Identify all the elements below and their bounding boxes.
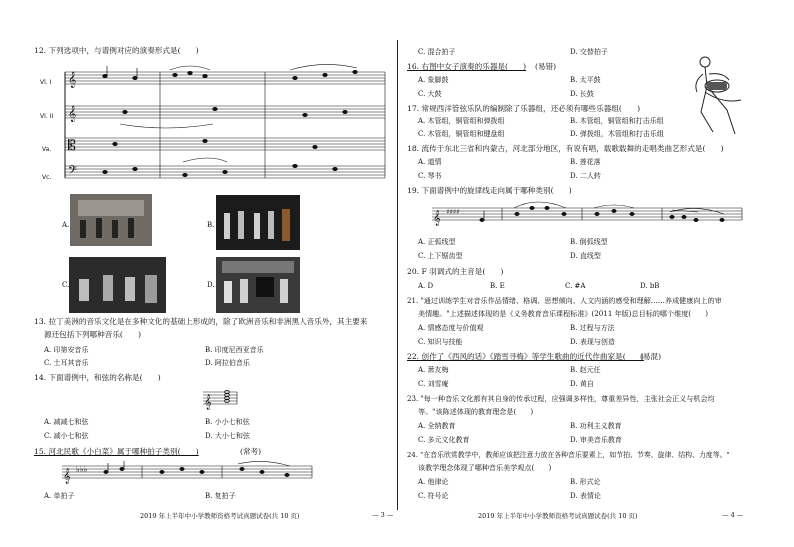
q18-option-a[interactable]: A. 道情 [418, 158, 442, 166]
svg-text:𝄞: 𝄞 [68, 72, 77, 88]
q20-option-b[interactable]: B. E [490, 282, 505, 290]
q16-tag: (易错) [535, 62, 557, 71]
q12-choice-d-label: D. [207, 281, 215, 289]
q17-option-a[interactable]: A. 木管组，铜管组和弹拨组 [418, 117, 505, 125]
page-divider [397, 40, 398, 510]
q21-option-a[interactable]: A. 情感态度与价值观 [418, 324, 484, 332]
q19-option-b[interactable]: B. 倒弧线型 [570, 238, 608, 246]
q23-option-d[interactable]: D. 审美音乐教育 [570, 436, 622, 444]
staff-label-va: Va. [42, 146, 52, 153]
q23-stem-line1: 23. "每一种音乐文化都有其自身的传承过程，应强调多样性，尊重差异性，主张社会正义与机会均 [407, 394, 715, 403]
svg-text:𝄞: 𝄞 [68, 106, 77, 122]
staff-label-vl1: Vl. I [40, 79, 52, 86]
q24-option-d[interactable]: D. 表情论 [570, 492, 601, 500]
q23-option-b[interactable]: B. 功利主义教育 [570, 422, 622, 430]
q23-option-c[interactable]: C. 多元文化教育 [418, 436, 470, 444]
q22-tag: (易混) [640, 352, 662, 361]
q12-photo-a[interactable] [70, 194, 152, 246]
q24-option-c[interactable]: C. 符号论 [418, 492, 449, 500]
left-page-number: — 3 — [372, 511, 394, 519]
q12-stem: 12. 下列选项中，与谱例对应的演奏形式是( ) [34, 46, 199, 55]
svg-text:𝄞: 𝄞 [204, 395, 212, 410]
svg-text:𝄞: 𝄞 [63, 469, 71, 484]
q21-stem-line1: 21. "通过训练学生对音乐作品情绪、格调、思想倾向、人文内涵的感受和理解……养成健康向上的审 [407, 296, 722, 305]
svg-text:𝄞: 𝄞 [433, 211, 441, 226]
q15-score [62, 460, 312, 484]
q22-option-a[interactable]: A. 萧友梅 [418, 366, 449, 374]
q18-option-b[interactable]: B. 莲花落 [570, 158, 601, 166]
q13-option-b[interactable]: B. 印度尼西亚音乐 [205, 346, 264, 354]
q24-option-b[interactable]: B. 形式论 [570, 478, 601, 486]
q14-option-a[interactable]: A. 减减七和弦 [44, 418, 89, 426]
q20-option-d[interactable]: D. bB [640, 282, 660, 290]
q14-option-b[interactable]: B. 小小七和弦 [205, 418, 250, 426]
q16-stem: 16. 右图中女子演奏的乐器是( ) [407, 62, 527, 71]
q24-stem-line2: 该教学理念体现了哪种音乐美学观点( ) [418, 463, 552, 472]
q19-stem: 19. 下面谱例中的旋律线走向属于哪种类别( ) [407, 186, 572, 195]
q19-option-c[interactable]: C. 上下锯齿型 [418, 252, 463, 260]
q23-option-a[interactable]: A. 全纳教育 [418, 422, 456, 430]
q15-stem: 15. 河北民歌《小白菜》属于哪种拍子类别( ) [34, 447, 199, 456]
q14-stem: 14. 下面谱例中，和弦的名称是( ) [34, 373, 161, 382]
q16-option-a[interactable]: A. 象脚鼓 [418, 76, 449, 84]
svg-text:♭♭♭: ♭♭♭ [76, 465, 88, 474]
q17-option-d[interactable]: D. 弹拨组，木管组和打击乐组 [570, 130, 664, 138]
q21-option-c[interactable]: C. 知识与技能 [418, 338, 463, 346]
q13-option-c[interactable]: C. 土耳其音乐 [44, 359, 89, 367]
q17-stem: 17. 常规西洋管弦乐队的编制除了乐器组，还必须有哪些乐器组( ) [407, 104, 641, 113]
q20-stem: 20. F 羽调式的主音是( ) [407, 267, 504, 276]
q12-photo-c[interactable] [69, 257, 166, 313]
q20-option-c[interactable]: C. #A [565, 282, 586, 290]
q14-option-d[interactable]: D. 大小七和弦 [205, 432, 250, 440]
right-footer-title: 2019 年上半年中小学教师资格考试真题试卷(共 10 页) [478, 512, 638, 520]
q24-option-a[interactable]: A. 他律论 [418, 478, 449, 486]
q18-stem: 18. 流传于东北三省和内蒙古，河北部分地区，有说有唱，载歌载舞的走唱类曲艺形式是( ) [407, 144, 724, 153]
q15-option-a[interactable]: A. 单拍子 [44, 492, 75, 500]
q24-stem-line1: 24. "在音乐欣赏教学中，教师应该把注意力放在各种音乐要素上，如节拍、节奏、旋律、结构、力度等。" [407, 451, 730, 459]
svg-text:♯♯♯♯: ♯♯♯♯ [446, 208, 460, 216]
q22-option-d[interactable]: D. 黄自 [570, 380, 594, 388]
svg-text:𝄢: 𝄢 [68, 164, 78, 180]
q12-choice-c-label: C. [62, 281, 70, 289]
right-page-number: — 4 — [722, 511, 744, 519]
staff-label-vl2: Vl. II [40, 113, 54, 120]
q12-score [65, 62, 385, 192]
q15-tag: (常考) [240, 447, 262, 456]
q22-option-c[interactable]: C. 刘雪庵 [418, 380, 449, 388]
staff-label-vc: Vc. [42, 174, 52, 181]
q17-option-b[interactable]: B. 木管组，铜管组和打击乐组 [570, 117, 664, 125]
q15-option-b[interactable]: B. 复拍子 [205, 492, 236, 500]
q13-stem-line2: 源还包括下列哪种音乐( ) [44, 330, 142, 339]
q21-stem-line2: 美情趣。"上述描述体现的是《义务教育音乐课程标准》(2011 年版)总目标的哪个维度( ) [418, 309, 709, 318]
q16-option-b[interactable]: B. 太平鼓 [570, 76, 601, 84]
q15-option-d[interactable]: D. 交替拍子 [570, 48, 608, 56]
q18-option-c[interactable]: C. 琴书 [418, 172, 442, 180]
q23-stem-line2: 等。"该陈述体现的教育理念是( ) [418, 407, 534, 416]
q15-option-c[interactable]: C. 混合拍子 [418, 48, 456, 56]
q13-stem-line1: 13. 拉丁美洲的音乐文化是在多种文化的基础上形成的，除了欧洲音乐和非洲黑人音乐外，其主要来 [34, 317, 368, 326]
q16-option-d[interactable]: D. 长鼓 [570, 90, 594, 98]
q14-chord-score [203, 386, 237, 412]
q13-option-d[interactable]: D. 阿拉伯音乐 [205, 359, 250, 367]
q22-stem: 22. 创作了《西风的话》《踏雪寻梅》等学生歌曲的近代作曲家是( ) [407, 352, 644, 361]
q14-option-c[interactable]: C. 减小七和弦 [44, 432, 89, 440]
left-footer-title: 2019 年上半年中小学教师资格考试真题试卷(共 10 页) [140, 512, 300, 520]
q16-dancer-image [683, 52, 745, 136]
q21-option-d[interactable]: D. 表现与创造 [570, 338, 615, 346]
q12-photo-b[interactable] [216, 195, 300, 250]
q17-option-c[interactable]: C. 木管组，铜管组和键盘组 [418, 130, 505, 138]
q19-score [432, 200, 742, 230]
svg-text:𝄡: 𝄡 [68, 138, 76, 154]
q19-option-a[interactable]: A. 正弧线型 [418, 238, 456, 246]
q19-option-d[interactable]: D. 直线型 [570, 252, 601, 260]
q13-option-a[interactable]: A. 印第安音乐 [44, 346, 89, 354]
q22-option-b[interactable]: B. 赵元任 [570, 366, 601, 374]
q20-option-a[interactable]: A. D [418, 282, 434, 290]
q12-photo-d[interactable] [216, 257, 300, 313]
q12-choice-b-label: B. [207, 221, 215, 229]
q12-choice-a-label: A. [62, 221, 70, 229]
q16-option-c[interactable]: C. 大鼓 [418, 90, 442, 98]
q18-option-d[interactable]: D. 二人转 [570, 172, 601, 180]
q21-option-b[interactable]: B. 过程与方法 [570, 324, 615, 332]
